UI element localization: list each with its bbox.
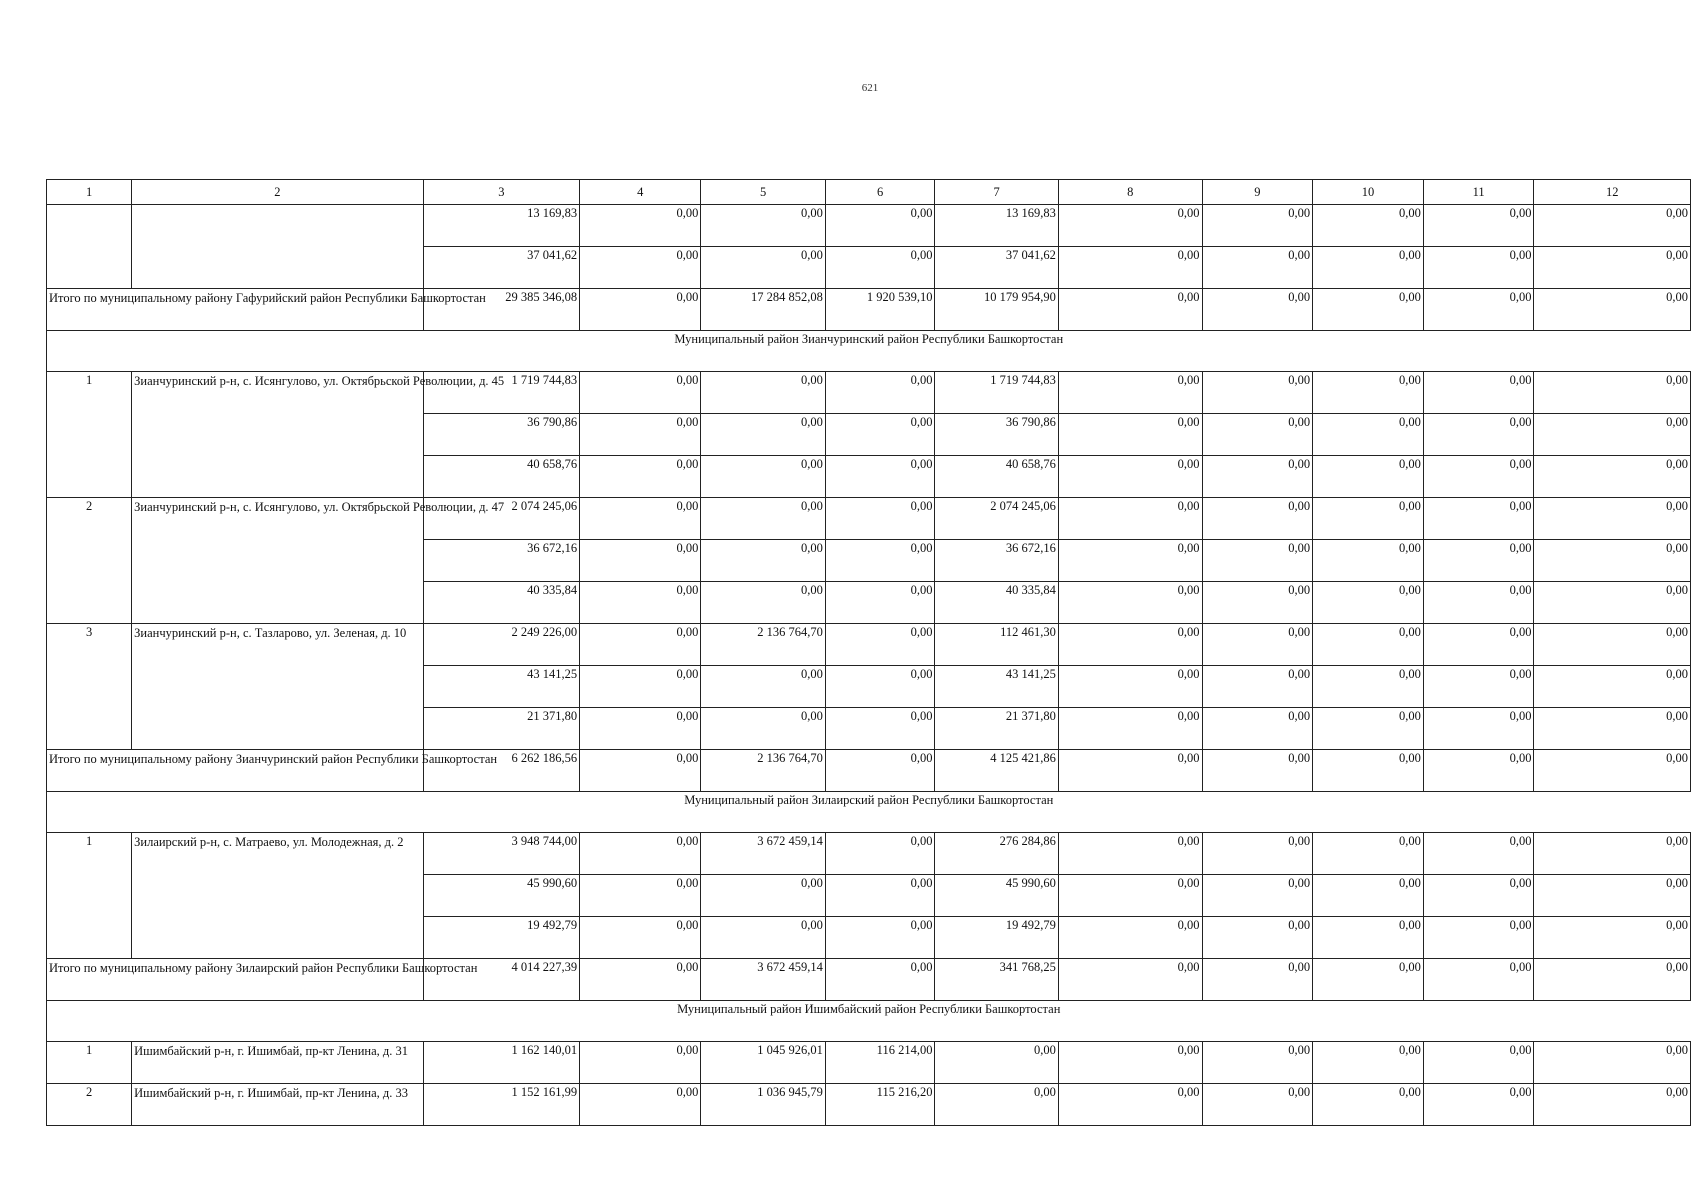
amount-cell: 0,00 (1058, 540, 1202, 582)
amount-cell: 0,00 (825, 833, 935, 875)
amount-cell: 0,00 (1058, 1042, 1202, 1084)
amount-cell: 0,00 (1313, 414, 1424, 456)
amount-cell: 0,00 (1534, 875, 1691, 917)
amount-cell: 0,00 (1058, 289, 1202, 331)
amount-cell: 0,00 (1423, 1084, 1534, 1126)
amount-cell: 0,00 (1058, 456, 1202, 498)
amount-cell: 0,00 (1058, 708, 1202, 750)
amount-cell: 0,00 (1534, 205, 1691, 247)
amount-cell: 0,00 (1534, 917, 1691, 959)
amount-cell: 0,00 (580, 917, 701, 959)
amount-cell: 0,00 (1202, 624, 1313, 666)
amount-cell: 0,00 (1313, 875, 1424, 917)
amount-cell: 0,00 (1423, 498, 1534, 540)
amount-cell: 0,00 (1534, 1042, 1691, 1084)
amount-cell: 0,00 (825, 959, 935, 1001)
amount-cell: 0,00 (1313, 959, 1424, 1001)
district-section-row (47, 331, 1691, 372)
amount-cell: 0,00 (1534, 708, 1691, 750)
amount-cell: 36 790,86 (935, 414, 1058, 456)
amount-cell: 1 162 140,01 (423, 1042, 579, 1084)
amount-cell: 45 990,60 (423, 875, 579, 917)
amount-cell: 0,00 (825, 582, 935, 624)
amount-cell: 0,00 (1202, 247, 1313, 289)
amount-cell: 0,00 (1202, 372, 1313, 414)
table-row (47, 1084, 1691, 1126)
amount-cell: 0,00 (580, 624, 701, 666)
item-address (132, 205, 424, 289)
amount-cell: 0,00 (701, 666, 825, 708)
amount-cell: 2 136 764,70 (701, 750, 825, 792)
amount-cell: 0,00 (1058, 624, 1202, 666)
amount-cell: 0,00 (1423, 1042, 1534, 1084)
amount-cell: 0,00 (935, 1084, 1058, 1126)
amount-cell: 0,00 (1313, 289, 1424, 331)
amount-cell: 341 768,25 (935, 959, 1058, 1001)
amount-cell: 0,00 (1313, 540, 1424, 582)
amount-cell: 0,00 (1202, 540, 1313, 582)
amount-cell: 0,00 (580, 247, 701, 289)
amount-cell: 0,00 (580, 205, 701, 247)
amount-cell: 1 036 945,79 (701, 1084, 825, 1126)
amount-cell: 0,00 (701, 414, 825, 456)
amount-cell: 0,00 (1313, 624, 1424, 666)
amount-cell: 0,00 (1534, 414, 1691, 456)
district-total-row (47, 289, 1691, 331)
amount-cell: 0,00 (580, 456, 701, 498)
item-number: 1 (47, 1042, 132, 1084)
column-header: 4 (580, 180, 701, 205)
amount-cell: 0,00 (1313, 498, 1424, 540)
district-section-row (47, 1001, 1691, 1042)
amount-cell: 0,00 (701, 456, 825, 498)
amount-cell: 0,00 (1534, 750, 1691, 792)
amount-cell: 0,00 (1058, 750, 1202, 792)
amount-cell: 0,00 (825, 372, 935, 414)
amount-cell: 43 141,25 (935, 666, 1058, 708)
amount-cell: 4 014 227,39 (423, 959, 579, 1001)
amount-cell: 10 179 954,90 (935, 289, 1058, 331)
amount-cell: 19 492,79 (935, 917, 1058, 959)
amount-cell: 3 672 459,14 (701, 833, 825, 875)
amount-cell: 0,00 (701, 540, 825, 582)
amount-cell: 0,00 (825, 498, 935, 540)
amount-cell: 2 249 226,00 (423, 624, 579, 666)
amount-cell: 0,00 (1202, 917, 1313, 959)
amount-cell: 0,00 (1313, 666, 1424, 708)
amount-cell: 3 672 459,14 (701, 959, 825, 1001)
amount-cell: 0,00 (1058, 582, 1202, 624)
amount-cell: 0,00 (1423, 456, 1534, 498)
amount-cell: 0,00 (1423, 750, 1534, 792)
amount-cell: 2 074 245,06 (423, 498, 579, 540)
district-section-title: Муниципальный район Зилаирский район Республики Башкортостан (47, 792, 1691, 833)
amount-cell: 0,00 (701, 917, 825, 959)
amount-cell: 0,00 (1534, 372, 1691, 414)
amount-cell: 1 920 539,10 (825, 289, 935, 331)
amount-cell: 0,00 (1313, 1084, 1424, 1126)
amount-cell: 21 371,80 (935, 708, 1058, 750)
amount-cell: 0,00 (1423, 582, 1534, 624)
amount-cell: 0,00 (1423, 372, 1534, 414)
amount-cell: 0,00 (1313, 582, 1424, 624)
column-header: 10 (1313, 180, 1424, 205)
column-header: 1 (47, 180, 132, 205)
amount-cell: 0,00 (1313, 1042, 1424, 1084)
amount-cell: 19 492,79 (423, 917, 579, 959)
column-header: 5 (701, 180, 825, 205)
amount-cell: 0,00 (1534, 1084, 1691, 1126)
amount-cell: 0,00 (580, 414, 701, 456)
amount-cell: 0,00 (825, 624, 935, 666)
amount-cell: 13 169,83 (935, 205, 1058, 247)
amount-cell: 0,00 (701, 582, 825, 624)
amount-cell: 40 335,84 (935, 582, 1058, 624)
district-total-row (47, 750, 1691, 792)
amount-cell: 0,00 (1423, 624, 1534, 666)
amount-cell: 0,00 (1058, 414, 1202, 456)
amount-cell: 0,00 (580, 1042, 701, 1084)
amount-cell: 0,00 (1202, 456, 1313, 498)
amount-cell: 0,00 (1313, 708, 1424, 750)
amount-cell: 1 719 744,83 (935, 372, 1058, 414)
amount-cell: 0,00 (1202, 708, 1313, 750)
amount-cell: 0,00 (1058, 666, 1202, 708)
amount-cell: 0,00 (1423, 875, 1534, 917)
district-section-title: Муниципальный район Зианчуринский район Республики Башкортостан (47, 331, 1691, 372)
amount-cell: 0,00 (1202, 414, 1313, 456)
district-section-row (47, 792, 1691, 833)
amount-cell: 0,00 (1202, 875, 1313, 917)
amount-cell: 36 790,86 (423, 414, 579, 456)
amount-cell: 276 284,86 (935, 833, 1058, 875)
amount-cell: 0,00 (1423, 708, 1534, 750)
amount-cell: 43 141,25 (423, 666, 579, 708)
amount-cell: 0,00 (1202, 582, 1313, 624)
column-header: 2 (132, 180, 424, 205)
item-address: Зианчуринский р-н, с. Тазларово, ул. Зеленая, д. 10 (132, 624, 424, 750)
amount-cell: 13 169,83 (423, 205, 579, 247)
amount-cell: 0,00 (701, 247, 825, 289)
amount-cell: 0,00 (1058, 917, 1202, 959)
amount-cell: 0,00 (1534, 247, 1691, 289)
amount-cell: 0,00 (1202, 750, 1313, 792)
amount-cell: 0,00 (1534, 289, 1691, 331)
table-row (47, 833, 1691, 875)
amount-cell: 0,00 (1534, 959, 1691, 1001)
amount-cell: 0,00 (825, 205, 935, 247)
amount-cell: 0,00 (1534, 624, 1691, 666)
amount-cell: 0,00 (1534, 666, 1691, 708)
column-number-row (47, 180, 1691, 205)
budget-table-sheet (46, 179, 1691, 1126)
amount-cell: 0,00 (1423, 247, 1534, 289)
amount-cell: 0,00 (1202, 1042, 1313, 1084)
amount-cell: 0,00 (580, 708, 701, 750)
amount-cell: 0,00 (701, 875, 825, 917)
item-number: 2 (47, 498, 132, 624)
item-address: Зианчуринский р-н, с. Исянгулово, ул. Октябрьской Революции, д. 47 (132, 498, 424, 624)
column-header: 3 (423, 180, 579, 205)
amount-cell: 21 371,80 (423, 708, 579, 750)
amount-cell: 0,00 (1202, 666, 1313, 708)
amount-cell: 0,00 (825, 666, 935, 708)
district-total-label: Итого по муниципальному району Зилаирский район Республики Башкортостан (47, 959, 424, 1001)
amount-cell: 0,00 (580, 1084, 701, 1126)
column-header: 9 (1202, 180, 1313, 205)
amount-cell: 112 461,30 (935, 624, 1058, 666)
amount-cell: 37 041,62 (935, 247, 1058, 289)
amount-cell: 0,00 (1202, 498, 1313, 540)
item-number: 1 (47, 833, 132, 959)
item-address: Ишимбайский р-н, г. Ишимбай, пр-кт Ленина, д. 33 (132, 1084, 424, 1126)
column-header: 6 (825, 180, 935, 205)
amount-cell: 40 658,76 (423, 456, 579, 498)
amount-cell: 0,00 (825, 540, 935, 582)
amount-cell: 0,00 (1534, 498, 1691, 540)
amount-cell: 0,00 (1202, 959, 1313, 1001)
amount-cell: 17 284 852,08 (701, 289, 825, 331)
budget-table (46, 179, 1691, 1126)
amount-cell: 0,00 (1202, 1084, 1313, 1126)
column-header: 7 (935, 180, 1058, 205)
amount-cell: 0,00 (1313, 833, 1424, 875)
amount-cell: 0,00 (1423, 205, 1534, 247)
amount-cell: 0,00 (701, 372, 825, 414)
amount-cell: 0,00 (1058, 247, 1202, 289)
amount-cell: 0,00 (825, 414, 935, 456)
amount-cell: 0,00 (1534, 582, 1691, 624)
district-total-row (47, 959, 1691, 1001)
amount-cell: 6 262 186,56 (423, 750, 579, 792)
amount-cell: 40 658,76 (935, 456, 1058, 498)
item-number (47, 205, 132, 289)
amount-cell: 0,00 (1058, 498, 1202, 540)
amount-cell: 0,00 (825, 917, 935, 959)
item-number: 3 (47, 624, 132, 750)
amount-cell: 0,00 (580, 540, 701, 582)
amount-cell: 37 041,62 (423, 247, 579, 289)
amount-cell: 0,00 (1058, 959, 1202, 1001)
amount-cell: 0,00 (825, 750, 935, 792)
amount-cell: 0,00 (1534, 540, 1691, 582)
amount-cell: 0,00 (1534, 456, 1691, 498)
amount-cell: 0,00 (825, 456, 935, 498)
district-section-title: Муниципальный район Ишимбайский район Республики Башкортостан (47, 1001, 1691, 1042)
amount-cell: 4 125 421,86 (935, 750, 1058, 792)
amount-cell: 0,00 (701, 498, 825, 540)
amount-cell: 0,00 (1058, 833, 1202, 875)
amount-cell: 45 990,60 (935, 875, 1058, 917)
amount-cell: 0,00 (580, 875, 701, 917)
item-address: Зианчуринский р-н, с. Исянгулово, ул. Октябрьской Революции, д. 45 (132, 372, 424, 498)
amount-cell: 1 045 926,01 (701, 1042, 825, 1084)
amount-cell: 0,00 (1534, 833, 1691, 875)
amount-cell: 0,00 (1058, 372, 1202, 414)
amount-cell: 0,00 (1058, 875, 1202, 917)
table-row (47, 205, 1691, 247)
amount-cell: 36 672,16 (935, 540, 1058, 582)
amount-cell: 1 719 744,83 (423, 372, 579, 414)
amount-cell: 0,00 (1202, 205, 1313, 247)
amount-cell: 0,00 (1423, 666, 1534, 708)
column-header: 12 (1534, 180, 1691, 205)
amount-cell: 0,00 (1423, 289, 1534, 331)
amount-cell: 36 672,16 (423, 540, 579, 582)
table-body (47, 205, 1691, 1126)
amount-cell: 0,00 (1313, 205, 1424, 247)
amount-cell: 0,00 (1423, 540, 1534, 582)
column-header: 11 (1423, 180, 1534, 205)
amount-cell: 0,00 (1058, 1084, 1202, 1126)
amount-cell: 0,00 (1423, 959, 1534, 1001)
amount-cell: 0,00 (1423, 414, 1534, 456)
amount-cell: 0,00 (580, 959, 701, 1001)
page-number: 621 (861, 82, 879, 94)
amount-cell: 1 152 161,99 (423, 1084, 579, 1126)
amount-cell: 0,00 (825, 875, 935, 917)
amount-cell: 0,00 (1313, 750, 1424, 792)
amount-cell: 0,00 (580, 498, 701, 540)
amount-cell: 0,00 (825, 247, 935, 289)
amount-cell: 0,00 (580, 289, 701, 331)
item-number: 1 (47, 372, 132, 498)
table-row (47, 372, 1691, 414)
item-address: Зилаирский р-н, с. Матраево, ул. Молодежная, д. 2 (132, 833, 424, 959)
district-total-label: Итого по муниципальному району Зианчуринский район Республики Башкортостан (47, 750, 424, 792)
amount-cell: 0,00 (580, 372, 701, 414)
amount-cell: 0,00 (825, 708, 935, 750)
item-number: 2 (47, 1084, 132, 1126)
amount-cell: 0,00 (1423, 833, 1534, 875)
table-row (47, 624, 1691, 666)
amount-cell: 0,00 (580, 833, 701, 875)
amount-cell: 2 136 764,70 (701, 624, 825, 666)
amount-cell: 0,00 (1202, 289, 1313, 331)
column-header: 8 (1058, 180, 1202, 205)
amount-cell: 0,00 (580, 750, 701, 792)
amount-cell: 115 216,20 (825, 1084, 935, 1126)
amount-cell: 0,00 (1202, 833, 1313, 875)
amount-cell: 0,00 (1423, 917, 1534, 959)
amount-cell: 0,00 (580, 666, 701, 708)
amount-cell: 40 335,84 (423, 582, 579, 624)
amount-cell: 0,00 (701, 205, 825, 247)
amount-cell: 0,00 (1313, 917, 1424, 959)
table-row (47, 498, 1691, 540)
amount-cell: 0,00 (701, 708, 825, 750)
amount-cell: 0,00 (935, 1042, 1058, 1084)
amount-cell: 2 074 245,06 (935, 498, 1058, 540)
amount-cell: 0,00 (1058, 205, 1202, 247)
amount-cell: 0,00 (1313, 247, 1424, 289)
amount-cell: 116 214,00 (825, 1042, 935, 1084)
amount-cell: 0,00 (580, 582, 701, 624)
amount-cell: 29 385 346,08 (423, 289, 579, 331)
amount-cell: 3 948 744,00 (423, 833, 579, 875)
district-total-label: Итого по муниципальному району Гафурийский район Республики Башкортостан (47, 289, 424, 331)
amount-cell: 0,00 (1313, 372, 1424, 414)
item-address: Ишимбайский р-н, г. Ишимбай, пр-кт Ленина, д. 31 (132, 1042, 424, 1084)
table-row (47, 1042, 1691, 1084)
amount-cell: 0,00 (1313, 456, 1424, 498)
